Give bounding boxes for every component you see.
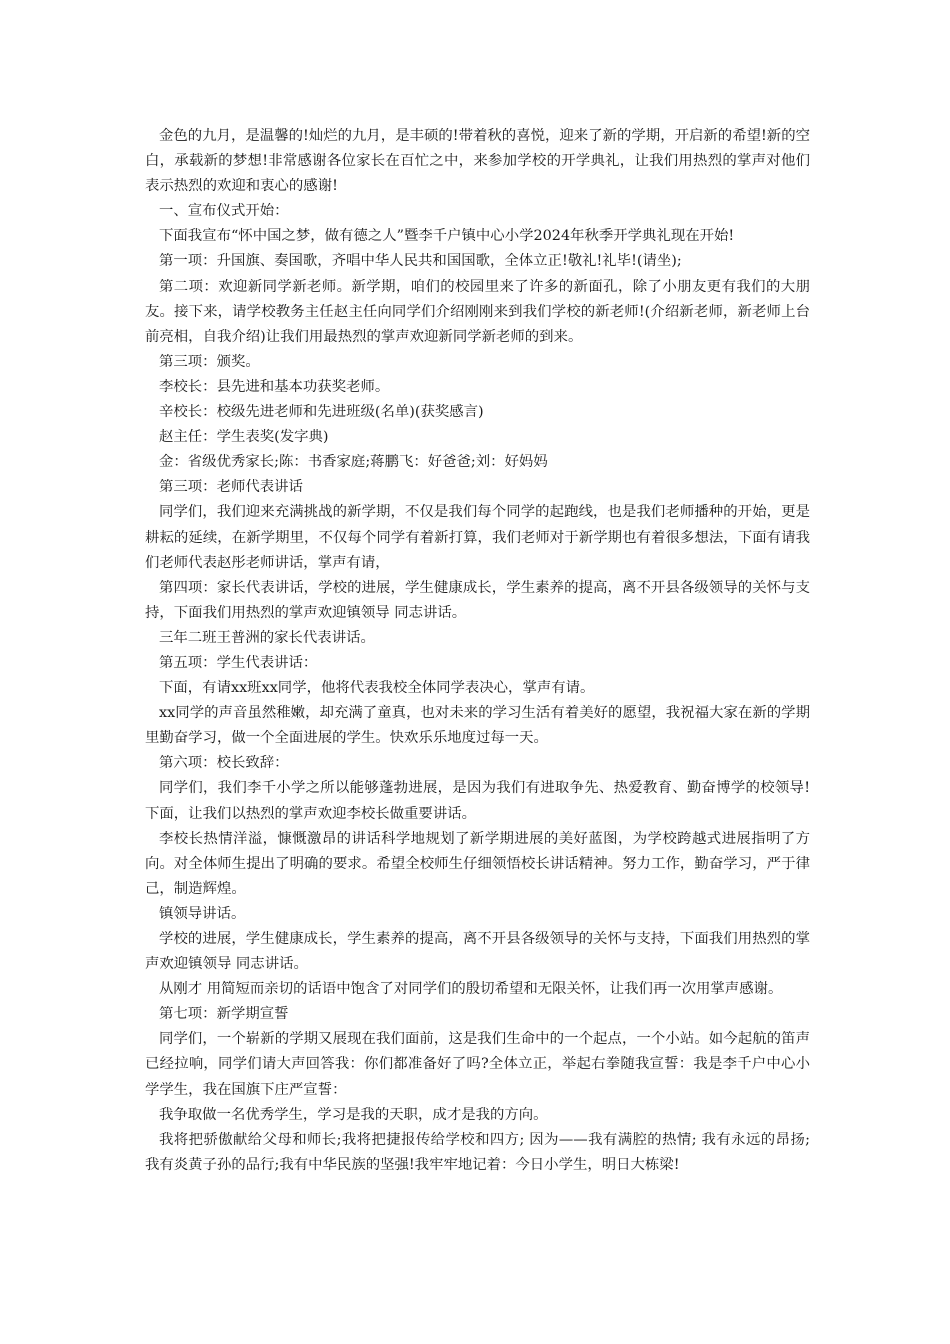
paragraph-oath-intro: 同学们，一个崭新的学期又展现在我们面前，这是我们生命中的一个起点，一个小站。如今起航的笛声已经拉响，同学们请大声回答我：你们都准备好了吗?全体立正，举起右拳随我宣誓：我是李千户中心小学学生，我在国旗下庄严宣誓： bbox=[145, 1031, 810, 1098]
paragraph-student-intro: 下面，有请xx班xx同学，他将代表我校全体同学表决心，掌声有请。 bbox=[159, 680, 595, 697]
paragraph-item-7: 第七项：新学期宣誓 bbox=[159, 1006, 289, 1023]
paragraph-oath-2: 我将把骄傲献给父母和师长;我将把捷报传给学校和四方; 因为——我有满腔的热情; 我有永远的昂扬; 我有炎黄子孙的品行;我有中华民族的坚强!我牢牢地记着：今日小学生，明日大栋梁! bbox=[145, 1131, 810, 1173]
paragraph-award-li: 李校长：县先进和基本功获奖老师。 bbox=[159, 378, 390, 395]
document-body bbox=[145, 124, 810, 1178]
paragraph-item-teacher-speech: 第三项：老师代表讲话 bbox=[159, 479, 303, 496]
paragraph-town-leader-thanks: 从刚才 用简短而亲切的话语中饱含了对同学们的殷切希望和无限关怀，让我们再一次用掌声感谢。 bbox=[159, 981, 783, 998]
paragraph-item-5: 第五项：学生代表讲话： bbox=[159, 654, 318, 671]
paragraph-item-1: 第一项：升国旗、奏国歌，齐唱中华人民共和国国歌，全体立正!敬礼!礼毕!(请坐); bbox=[159, 253, 682, 270]
paragraph-award-xin: 辛校长：校级先进老师和先进班级(名单)(获奖感言) bbox=[159, 404, 484, 421]
paragraph-principal-comment: 李校长热情洋溢，慷慨激昂的讲话科学地规划了新学期进展的美好蓝图，为学校跨越式进展指明了方向。对全体师生提出了明确的要求。希望全校师生仔细领悟校长讲话精神。努力工作，勤奋学习，严于律己，制造辉煌。 bbox=[145, 830, 810, 897]
paragraph-intro: 金色的九月，是温馨的!灿烂的九月，是丰硕的!带着秋的喜悦，迎来了新的学期，开启新的希望!新的空白，承载新的梦想!非常感谢各位家长在百忙之中，来参加学校的开学典礼，让我们用热烈的掌声对他们表示热烈的欢迎和衷心的感谢! bbox=[145, 128, 810, 195]
paragraph-town-leader-intro: 学校的进展，学生健康成长，学生素养的提高，离不开县各级领导的关怀与支持，下面我们用热烈的掌声欢迎镇领导 同志讲话。 bbox=[145, 931, 810, 973]
paragraph-item-3: 第三项：颁奖。 bbox=[159, 353, 260, 370]
paragraph-parent-speech: 三年二班王普洲的家长代表讲话。 bbox=[159, 629, 375, 646]
paragraph-student-comment: xx同学的声音虽然稚嫩，却充满了童真，也对未来的学习生活有着美好的愿望，我祝福大家在新的学期里勤奋学习，做一个全面进展的学生。快欢乐乐地度过每一天。 bbox=[145, 705, 810, 747]
paragraph-item-6: 第六项：校长致辞： bbox=[159, 755, 289, 772]
paragraph-announce: 下面我宣布“怀中国之梦，做有德之人”暨李千户镇中心小学2024年秋季开学典礼现在开始! bbox=[159, 228, 735, 245]
paragraph-item-2: 第二项：欢迎新同学新老师。新学期，咱们的校园里来了许多的新面孔，除了小朋友更有我们的大朋友。接下来，请学校教务主任赵主任向同学们介绍刚刚来到我们学校的新老师!(介绍新老师，新老师上台前亮相，自我介绍)让我们用最热烈的掌声欢迎新同学新老师的到来。 bbox=[145, 278, 810, 345]
paragraph-oath-1: 我争取做一名优秀学生，学习是我的天职，成才是我的方向。 bbox=[159, 1106, 548, 1123]
paragraph-section-1: 一、宣布仪式开始： bbox=[159, 203, 289, 220]
paragraph-item-4: 第四项：家长代表讲话，学校的进展，学生健康成长，学生素养的提高，离不开县各级领导的关怀与支持，下面我们用热烈的掌声欢迎镇领导 同志讲话。 bbox=[145, 579, 810, 621]
paragraph-principal-intro: 同学们，我们李千小学之所以能够蓬勃进展，是因为我们有进取争先、热爱教育、勤奋博学的校领导!下面，让我们以热烈的掌声欢迎李校长做重要讲话。 bbox=[145, 780, 810, 822]
paragraph-award-parents: 金：省级优秀家长;陈：书香家庭;蒋鹏飞：好爸爸;刘：好妈妈 bbox=[159, 454, 548, 471]
paragraph-award-zhao: 赵主任：学生表奖(发字典) bbox=[159, 429, 329, 446]
paragraph-town-leader: 镇领导讲话。 bbox=[159, 905, 246, 922]
paragraph-teacher-intro: 同学们，我们迎来充满挑战的新学期，不仅是我们每个同学的起跑线，也是我们老师播种的开始，更是耕耘的延续，在新学期里，不仅每个同学有着新打算，我们老师对于新学期也有着很多想法，下面有请我们老师代表赵彤老师讲话，掌声有请， bbox=[145, 504, 810, 571]
